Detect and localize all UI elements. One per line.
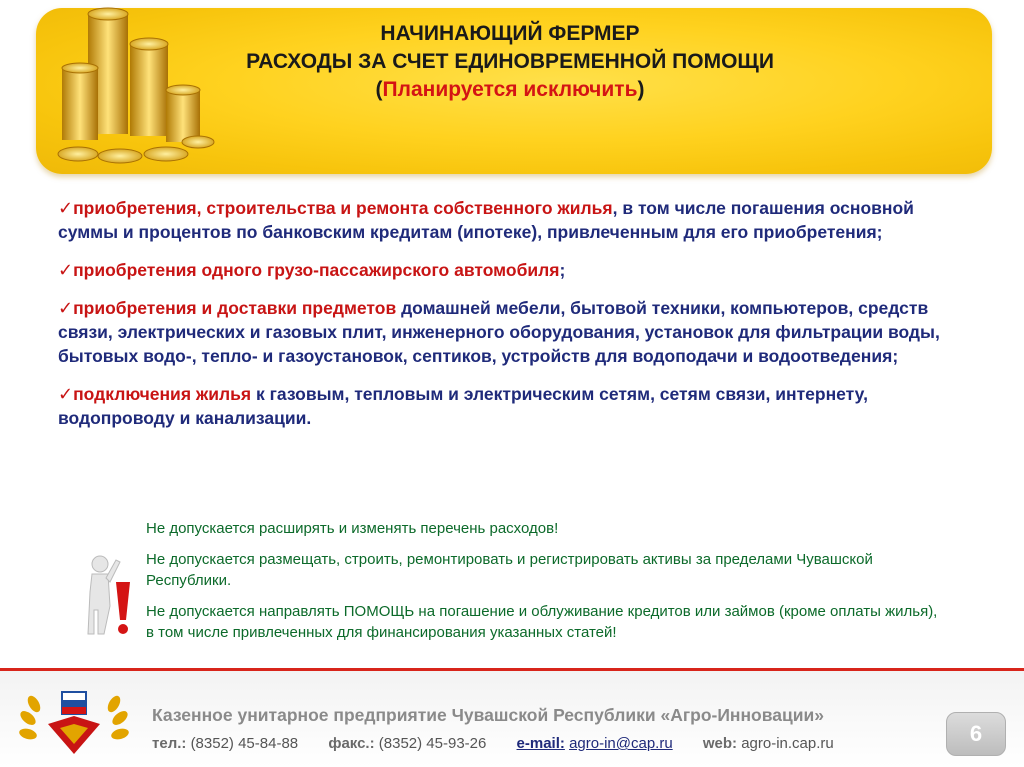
note-item: Не допускается направлять ПОМОЩЬ на погашение и облуживание кредитов или займов (кроме оплаты жилья), в том числе привлеченных для финансирования указанных статей! — [146, 603, 938, 641]
expense-list — [58, 196, 978, 444]
phone-number: (8352) 45-84-88 — [190, 735, 299, 752]
note-item: Не допускается размещать, строить, ремонтировать и регистрировать активы за пределами Чувашской Республики. — [146, 551, 873, 589]
restrictions-notes — [146, 518, 946, 653]
checkmark-icon: ✓ — [58, 384, 74, 404]
note-item: Не допускается расширять и изменять перечень расходов! — [146, 520, 559, 537]
gold-coins-icon — [48, 4, 218, 172]
slide-title — [210, 20, 810, 104]
fax-label: факс.: — [328, 735, 375, 752]
title-line-2: РАСХОДЫ ЗА СЧЕТ ЕДИНОВРЕМЕННОЙ ПОМОЩИ — [246, 50, 774, 73]
checkmark-icon: ✓ — [58, 298, 74, 318]
title-red-note: Планируется исключить — [382, 78, 638, 101]
company-name: Казенное унитарное предприятие Чувашской Республики «Агро-Инновации» — [152, 705, 825, 725]
phone-label: тел.: — [152, 735, 187, 752]
title-line-1: НАЧИНАЮЩИЙ ФЕРМЕР — [380, 22, 640, 45]
wheat-emblem-logo-icon — [14, 684, 134, 762]
checkmark-icon: ✓ — [58, 260, 74, 280]
email-label: e-mail: — [516, 735, 565, 752]
web-link[interactable]: agro-in.cap.ru — [741, 735, 834, 752]
contact-info — [152, 735, 834, 752]
list-item: ✓подключения жилья к газовым, тепловым и электрическим сетям, сетям связи, интернету, водопроводу и канализации. — [58, 384, 868, 428]
list-item: ✓приобретения одного грузо-пассажирского автомобиля; — [58, 260, 566, 280]
checkmark-icon: ✓ — [58, 198, 74, 218]
page-number-badge: 6 — [946, 712, 1006, 756]
web-label: web: — [702, 735, 738, 752]
person-exclamation-icon — [86, 552, 140, 636]
title-line-3: (Планируется исключить) — [375, 78, 645, 101]
list-item: ✓приобретения, строительства и ремонта собственного жилья, в том числе погашения основной суммы и процентов по банковским кредитам (ипотеке), привлеченным для его приобретения; — [58, 198, 914, 242]
email-link[interactable]: agro-in@cap.ru — [569, 735, 673, 752]
list-item: ✓приобретения и доставки предметов домашней мебели, бытовой техники, компьютеров, средств связи, электрических и газовых плит, инженерного оборудования, установок для фильтрации воды, бытовых водо-, тепло- и газоустановок, септиков, устройств для водоподачи и водоотведения; — [58, 298, 940, 366]
fax-number: (8352) 45-93-26 — [378, 735, 487, 752]
